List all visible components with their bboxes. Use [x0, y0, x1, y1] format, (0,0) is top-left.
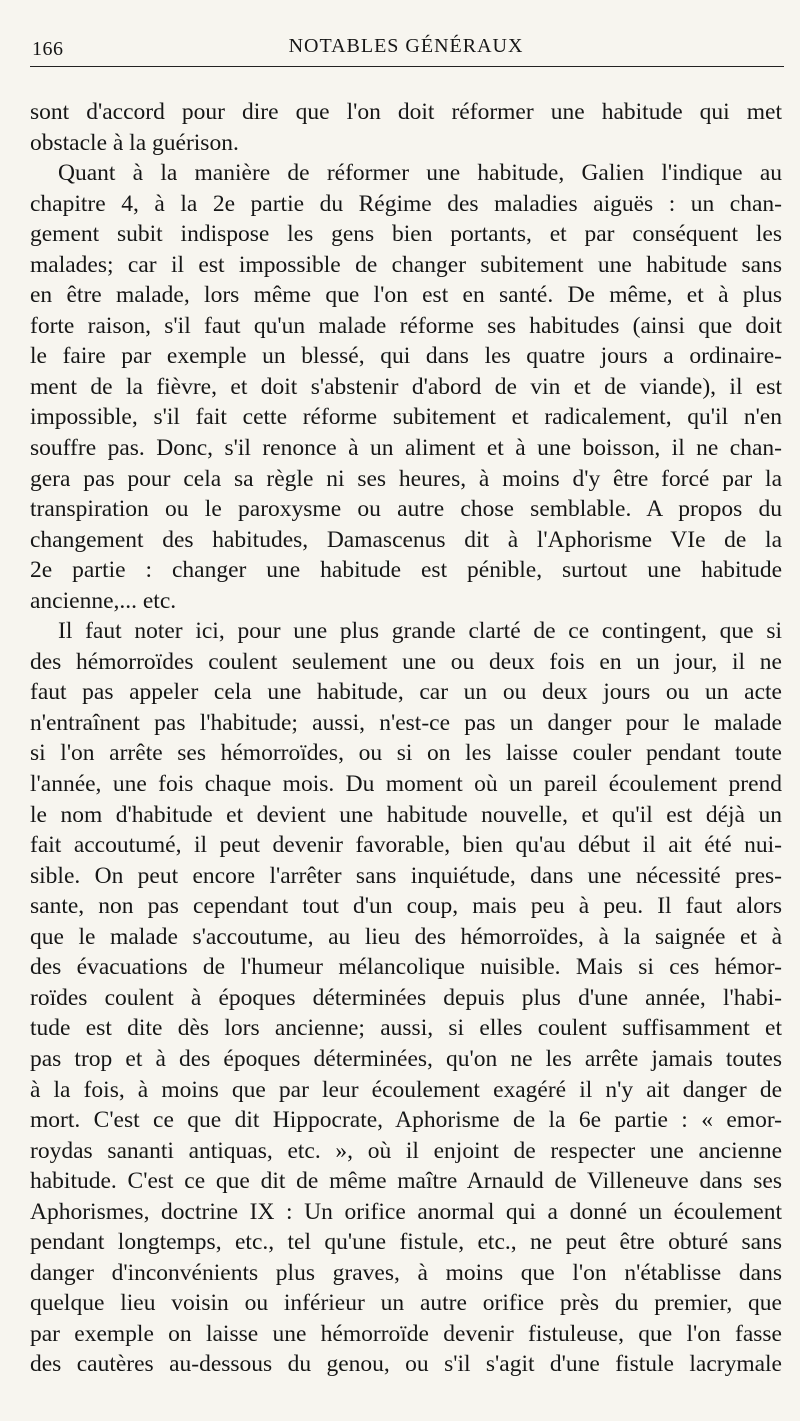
body-text	[30, 97, 782, 1380]
text-line: fait accoutumé, il peut devenir favorable, bien qu'au début il ait été nui-	[30, 832, 782, 859]
text-line: des évacuations de l'humeur mélancolique nuisible. Mais si ces hémor-	[30, 954, 782, 981]
text-line: des hémorroïdes coulent seulement une ou deux fois en un jour, il ne	[30, 648, 782, 675]
text-line: si l'on arrête ses hémorroïdes, ou si on les laisse couler pendant toute	[30, 740, 782, 767]
text-line: des cautères au-dessous du genou, ou s'il s'agit d'une fistule lacrymale	[30, 1351, 782, 1378]
running-title: NOTABLES GÉNÉRAUX	[288, 35, 524, 57]
page-header	[30, 30, 782, 64]
text-line: roydas sananti antiquas, etc. », où il enjoint de respecter une ancienne	[30, 1137, 782, 1164]
text-line: faut pas appeler cela une habitude, car un ou deux jours ou un acte	[30, 679, 782, 706]
text-line: tude est dite dès lors ancienne; aussi, si elles coulent suffisamment et	[30, 1015, 782, 1042]
text-line: que le malade s'accoutume, au lieu des hémorroïdes, à la saignée et à	[30, 923, 782, 950]
text-line: habitude. C'est ce que dit de même maître Arnauld de Villeneuve dans ses	[30, 1168, 782, 1195]
text-line: obstacle à la guérison.	[30, 129, 239, 156]
text-line: chapitre 4, à la 2e partie du Régime des maladies aiguës : un chan-	[30, 190, 782, 217]
text-line: en être malade, lors même que l'on est en santé. De même, et à plus	[30, 282, 782, 309]
text-line: par exemple on laisse une hémorroïde devenir fistuleuse, que l'on fasse	[30, 1320, 782, 1347]
text-line: Aphorismes, doctrine IX : Un orifice anormal qui a donné un écoulement	[30, 1198, 782, 1225]
text-line: gera pas pour cela sa règle ni ses heures, à moins d'y être forcé par la	[30, 465, 782, 492]
text-line: pas trop et à des époques déterminées, qu'on ne les arrête jamais toutes	[30, 1045, 782, 1072]
text-line: le nom d'habitude et devient une habitude nouvelle, et qu'il est déjà un	[30, 801, 782, 828]
text-line: ment de la fièvre, et doit s'abstenir d'abord de vin et de viande), il est	[30, 373, 782, 400]
text-line: forte raison, s'il faut qu'un malade réforme ses habitudes (ainsi que doit	[30, 312, 782, 339]
page-number: 166	[32, 38, 64, 60]
text-line: 2e partie : changer une habitude est pénible, surtout une habitude	[30, 557, 782, 584]
text-line: souffre pas. Donc, s'il renonce à un aliment et à une boisson, il ne chan-	[30, 435, 782, 462]
text-line: le faire par exemple un blessé, qui dans les quatre jours a ordinaire-	[30, 343, 782, 370]
text-line: malades; car il est impossible de changer subitement une habitude sans	[30, 251, 782, 278]
text-line: ancienne,... etc.	[30, 587, 177, 614]
text-line: danger d'inconvénients plus graves, à moins que l'on n'établisse dans	[30, 1259, 782, 1286]
text-line: Il faut noter ici, pour une plus grande clarté de ce contingent, que si	[58, 618, 782, 645]
text-line: impossible, s'il fait cette réforme subitement et radicalement, qu'il n'en	[30, 404, 782, 431]
text-line: transpiration ou le paroxysme ou autre chose semblable. A propos du	[30, 496, 782, 523]
text-line: changement des habitudes, Damascenus dit à l'Aphorisme VIe de la	[30, 526, 782, 553]
text-line: mort. C'est ce que dit Hippocrate, Aphorisme de la 6e partie : « emor-	[30, 1107, 782, 1134]
text-line: quelque lieu voisin ou inférieur un autre orifice près du premier, que	[30, 1290, 782, 1317]
text-line: roïdes coulent à époques déterminées depuis plus d'une année, l'habi-	[30, 984, 782, 1011]
header-rule	[30, 66, 784, 67]
text-line: gement subit indispose les gens bien portants, et par conséquent les	[30, 221, 782, 248]
text-line: Quant à la manière de réformer une habitude, Galien l'indique au	[58, 160, 782, 187]
text-line: sont d'accord pour dire que l'on doit réformer une habitude qui met	[30, 99, 782, 125]
text-line: pendant longtemps, etc., tel qu'une fistule, etc., ne peut être obturé sans	[30, 1229, 782, 1256]
text-line: sible. On peut encore l'arrêter sans inquiétude, dans une nécessité pres-	[30, 862, 782, 889]
text-line: l'année, une fois chaque mois. Du moment où un pareil écoulement prend	[30, 771, 782, 798]
text-line: sante, non pas cependant tout d'un coup, mais peu à peu. Il faut alors	[30, 893, 782, 920]
text-line: n'entraînent pas l'habitude; aussi, n'est-ce pas un danger pour le malade	[30, 709, 782, 736]
text-line: à la fois, à moins que par leur écoulement exagéré il n'y ait danger de	[30, 1076, 782, 1103]
